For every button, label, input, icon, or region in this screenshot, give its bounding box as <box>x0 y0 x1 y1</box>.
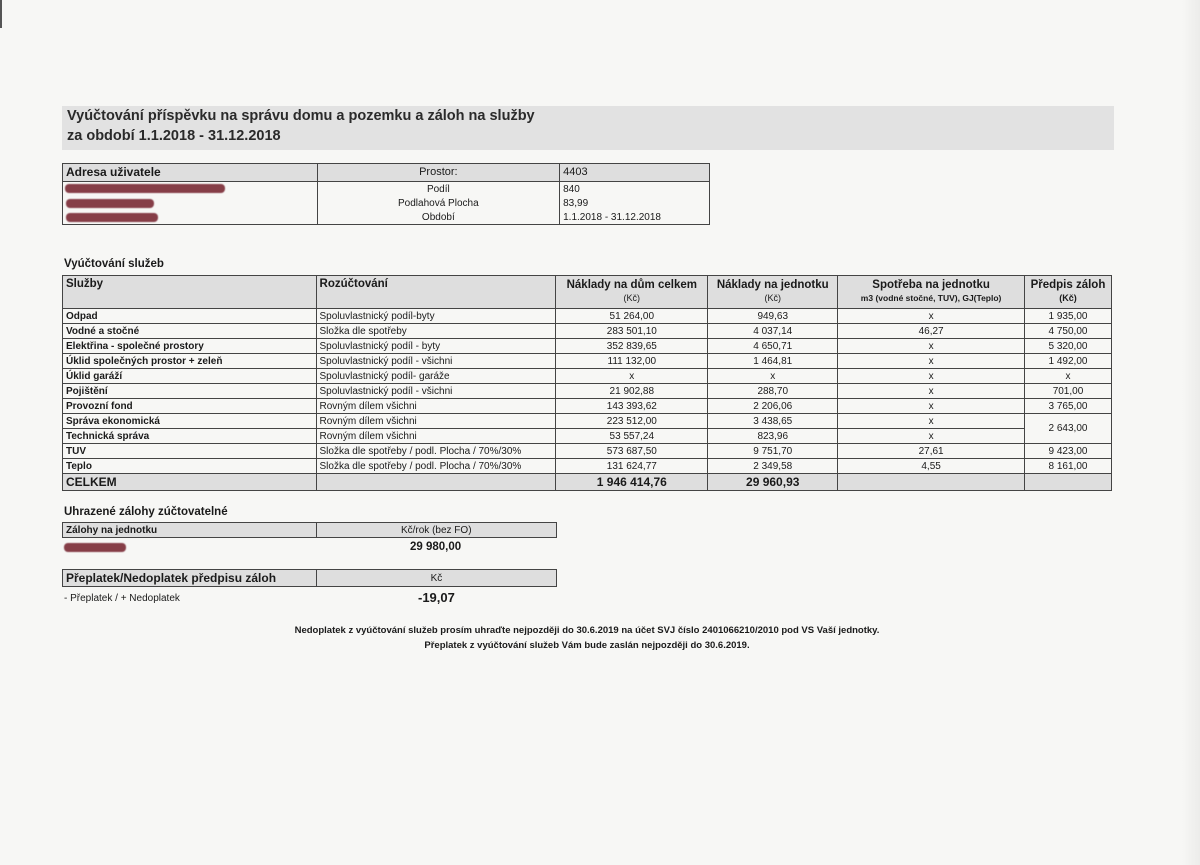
service-unit-cost: 2 206,06 <box>708 399 838 414</box>
service-advance: x <box>1024 369 1111 384</box>
service-advance-merged: 2 643,00 <box>1024 414 1111 444</box>
total-empty-cell <box>316 474 556 491</box>
house-cost-unit: (Kč) <box>623 293 641 303</box>
total-house-cost: 1 946 414,76 <box>556 474 708 491</box>
service-unit-cost: 1 464,81 <box>708 354 838 369</box>
service-unit-cost: 823,96 <box>708 429 838 444</box>
address-space-number: 4403 <box>560 164 710 182</box>
service-consumption: x <box>838 384 1025 399</box>
service-allocation: Spoluvlastnický podíl-byty <box>316 309 556 324</box>
service-consumption: x <box>838 369 1025 384</box>
service-unit-cost: 288,70 <box>708 384 838 399</box>
table-row <box>63 339 1112 354</box>
service-house-cost: x <box>556 369 708 384</box>
table-row <box>63 399 1112 414</box>
table-row <box>63 384 1112 399</box>
service-advance: 1 935,00 <box>1024 309 1111 324</box>
redaction-mark <box>66 213 158 222</box>
advances-value: 29 980,00 <box>410 541 462 553</box>
col-header-advance <box>1024 276 1111 309</box>
service-consumption: 4,55 <box>838 459 1025 474</box>
services-section-title: Vyúčtování služeb <box>64 258 164 270</box>
total-row <box>63 474 1112 491</box>
service-house-cost: 21 902,88 <box>556 384 708 399</box>
service-consumption: x <box>838 309 1025 324</box>
table-row <box>63 354 1112 369</box>
service-name: Provozní fond <box>63 399 317 414</box>
total-label: CELKEM <box>63 474 317 491</box>
redaction-mark <box>66 199 154 208</box>
unit-cost-label: Náklady na jednotku <box>716 279 829 291</box>
service-allocation: Rovným dílem všichni <box>316 414 556 429</box>
service-house-cost: 352 839,65 <box>556 339 708 354</box>
service-house-cost: 283 501,10 <box>556 324 708 339</box>
service-name: Odpad <box>63 309 317 324</box>
service-consumption: 46,27 <box>838 324 1025 339</box>
col-header-consumption <box>838 276 1025 309</box>
service-house-cost: 111 132,00 <box>556 354 708 369</box>
service-advance: 3 765,00 <box>1024 399 1111 414</box>
service-unit-cost: 2 349,58 <box>708 459 838 474</box>
service-allocation: Rovným dílem všichni <box>316 429 556 444</box>
address-value-share: 840 <box>560 182 710 197</box>
house-cost-label: Náklady na dům celkem <box>566 279 697 291</box>
service-name: Úklid garáží <box>63 369 317 384</box>
table-row <box>63 444 1112 459</box>
service-advance: 4 750,00 <box>1024 324 1111 339</box>
total-unit-cost: 29 960,93 <box>708 474 838 491</box>
document-header <box>62 106 1114 150</box>
service-advance: 8 161,00 <box>1024 459 1111 474</box>
redaction-mark <box>65 184 225 193</box>
services-table <box>62 275 1112 491</box>
balance-value: -19,07 <box>418 590 455 605</box>
balance-table <box>62 569 557 587</box>
service-name: Elektřina - společné prostory <box>63 339 317 354</box>
payment-note-overpayment: Přeplatek z vyúčtování služeb Vám bude zaslán nejpozději do 30.6.2019. <box>424 640 750 651</box>
address-label-period: Období <box>317 210 560 225</box>
service-house-cost: 131 624,77 <box>556 459 708 474</box>
service-name: Pojištění <box>63 384 317 399</box>
service-advance: 5 320,00 <box>1024 339 1111 354</box>
service-unit-cost: 4 037,14 <box>708 324 838 339</box>
consumption-unit: m3 (vodné stočné, TUV), GJ(Teplo) <box>860 293 1002 303</box>
service-allocation: Spoluvlastnický podíl- garáže <box>316 369 556 384</box>
address-value-period: 1.1.2018 - 31.12.2018 <box>560 210 710 225</box>
service-unit-cost: 949,63 <box>708 309 838 324</box>
scan-right-edge <box>1182 0 1200 865</box>
address-header-space: Prostor: <box>317 164 560 182</box>
advances-table <box>62 522 557 538</box>
service-advance: 1 492,00 <box>1024 354 1111 369</box>
service-name: Vodné a stočné <box>63 324 317 339</box>
service-allocation: Složka dle spotřeby <box>316 324 556 339</box>
advances-section-title: Uhrazené zálohy zúčtovatelné <box>64 506 228 518</box>
service-house-cost: 143 393,62 <box>556 399 708 414</box>
service-name: Teplo <box>63 459 317 474</box>
service-advance: 701,00 <box>1024 384 1111 399</box>
service-allocation: Spoluvlastnický podíl - všichni <box>316 384 556 399</box>
service-consumption: x <box>838 414 1025 429</box>
col-header-allocation: Rozúčtování <box>316 276 556 309</box>
total-empty-cell <box>838 474 1025 491</box>
service-allocation: Složka dle spotřeby / podl. Plocha / 70%/30% <box>316 444 556 459</box>
document-period: za období 1.1.2018 - 31.12.2018 <box>67 128 281 144</box>
address-label-area: Podlahová Plocha <box>317 196 560 210</box>
service-consumption: x <box>838 399 1025 414</box>
balance-label: - Přeplatek / + Nedoplatek <box>64 593 180 604</box>
balance-header-label: Přeplatek/Nedoplatek předpisu záloh <box>63 570 317 587</box>
table-row <box>63 369 1112 384</box>
advances-header-unit: Kč/rok (bez FO) <box>316 523 557 538</box>
service-name: Technická správa <box>63 429 317 444</box>
table-row <box>63 324 1112 339</box>
col-header-house-cost <box>556 276 708 309</box>
address-header-user: Adresa uživatele <box>63 164 318 182</box>
service-unit-cost: 9 751,70 <box>708 444 838 459</box>
advances-header-label: Zálohy na jednotku <box>63 523 317 538</box>
table-row <box>63 414 1112 429</box>
service-unit-cost: 4 650,71 <box>708 339 838 354</box>
service-consumption: 27,61 <box>838 444 1025 459</box>
service-consumption: x <box>838 354 1025 369</box>
service-house-cost: 53 557,24 <box>556 429 708 444</box>
total-empty-cell <box>1024 474 1111 491</box>
address-label-share: Podíl <box>317 182 560 197</box>
service-consumption: x <box>838 429 1025 444</box>
advance-unit: (Kč) <box>1059 293 1077 303</box>
service-advance: 9 423,00 <box>1024 444 1111 459</box>
service-name: Úklid společných prostor + zeleň <box>63 354 317 369</box>
table-row <box>63 429 1112 444</box>
service-name: Správa ekonomická <box>63 414 317 429</box>
unit-cost-unit: (Kč) <box>764 293 781 303</box>
document-title: Vyúčtování příspěvku na správu domu a pozemku a záloh na služby <box>67 108 535 124</box>
consumption-label: Spotřeba na jednotku <box>872 279 990 291</box>
service-allocation: Složka dle spotřeby / podl. Plocha / 70%/30% <box>316 459 556 474</box>
payment-note-underpayment: Nedoplatek z vyúčtování služeb prosím uhraďte nejpozději do 30.6.2019 na účet SVJ číslo 2401066210/2010 pod VS Vaší jednotky. <box>294 625 880 636</box>
service-unit-cost: x <box>708 369 838 384</box>
col-header-unit-cost <box>708 276 838 309</box>
col-header-services: Služby <box>63 276 317 309</box>
service-house-cost: 51 264,00 <box>556 309 708 324</box>
service-consumption: x <box>838 339 1025 354</box>
service-allocation: Rovným dílem všichni <box>316 399 556 414</box>
service-unit-cost: 3 438,65 <box>708 414 838 429</box>
service-house-cost: 223 512,00 <box>556 414 708 429</box>
table-row <box>63 309 1112 324</box>
scan-edge-mark <box>0 0 2 28</box>
service-house-cost: 573 687,50 <box>556 444 708 459</box>
service-allocation: Spoluvlastnický podíl - byty <box>316 339 556 354</box>
service-allocation: Spoluvlastnický podíl - všichni <box>316 354 556 369</box>
table-row <box>63 459 1112 474</box>
balance-header-unit: Kč <box>316 570 556 587</box>
redaction-mark <box>64 543 126 552</box>
service-name: TUV <box>63 444 317 459</box>
advance-label: Předpis záloh <box>1030 279 1106 291</box>
address-value-area: 83,99 <box>560 196 710 210</box>
address-table <box>62 163 710 225</box>
